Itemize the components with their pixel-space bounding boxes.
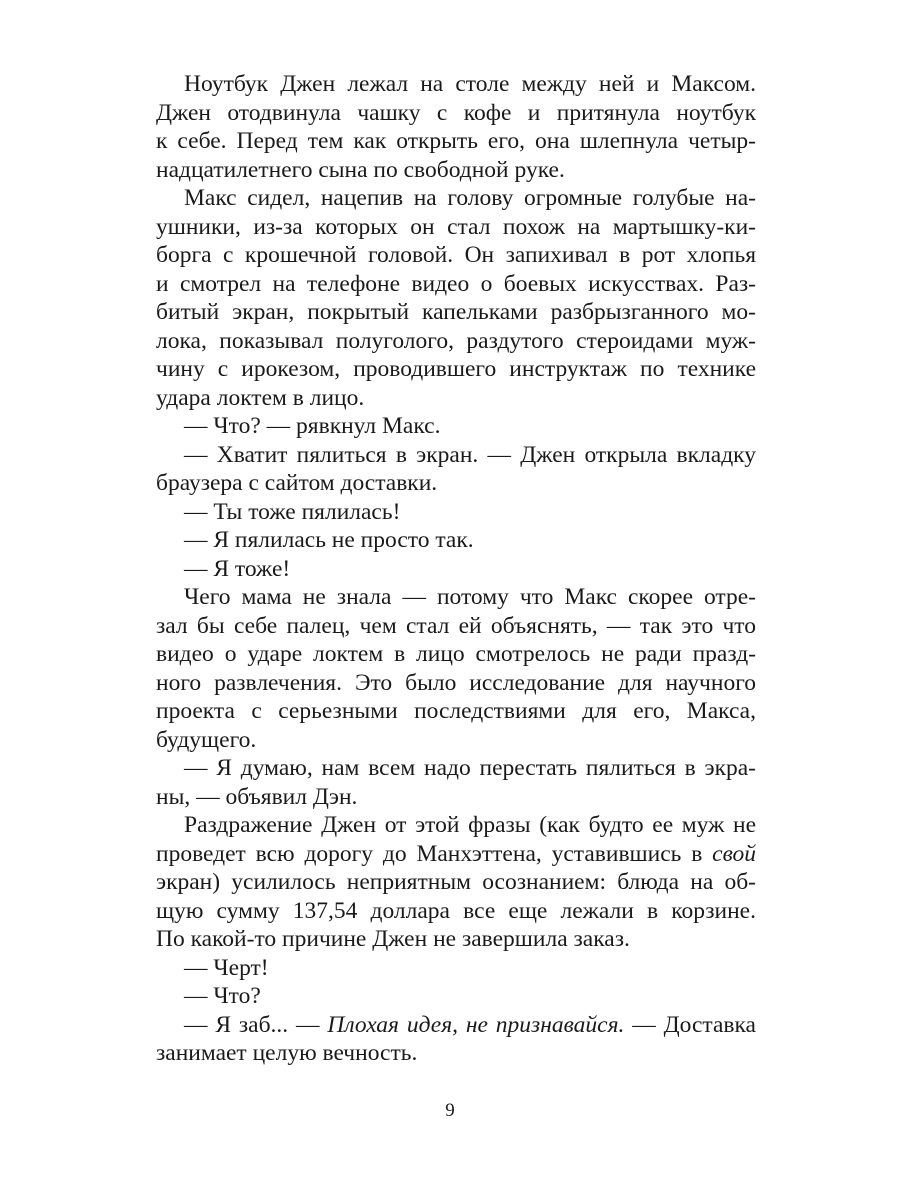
text-line: борга с крошечной головой. Он запихивал в рот хлопья [156, 242, 756, 268]
text-line: чину с ирокезом, проводившего инструктаж по технике [156, 356, 756, 382]
text-line: — Черт! [184, 954, 269, 981]
text-line: ного развлечения. Это было исследование для научного [156, 669, 756, 696]
text-line: занимает целую вечность. [156, 1040, 418, 1066]
text-line: — Ты тоже пялилась! [184, 498, 401, 525]
paragraph [156, 754, 756, 811]
text-line: удара локтем в лицо. [156, 384, 365, 411]
paragraph [156, 982, 756, 1011]
text-line: ушники, из-за которых он стал похож на мартышку-ки- [156, 213, 756, 240]
text-line: Раздражение Джен от этой фразы (как будто ее муж не [184, 812, 756, 838]
paragraph [156, 555, 756, 584]
text-line: экран) усилилось неприятным осознанием: блюда на об- [156, 869, 756, 895]
paragraph [156, 498, 756, 527]
text-line: Макс сидел, нацепив на голову огромные голубые на- [184, 185, 756, 211]
body-text [156, 70, 756, 1068]
text-line: битый экран, покрытый капельками разбрызганного мо- [156, 299, 756, 325]
text-line: щую сумму 137,54 доллара все еще лежали в корзине. [156, 897, 756, 924]
text-line: проведет всю дорогу до Манхэттена, уставившись в свой [156, 840, 756, 867]
text-line: Чего мама не знала — потому что Макс скорее отре- [184, 584, 756, 610]
text-line: — Хватит пялиться в экран. — Джен открыла вкладку [184, 441, 756, 468]
text-line: Джен отодвинула чашку с кофе и притянула ноутбук [156, 99, 756, 126]
paragraph [156, 583, 756, 754]
text-line: — Что? [184, 983, 261, 1009]
text-line: и смотрел на телефоне видео о боевых искусствах. Раз- [156, 270, 756, 297]
paragraph [156, 526, 756, 555]
text-line: — Я тоже! [184, 555, 291, 582]
text-line: Ноутбук Джен лежал на столе между ней и Максом. [184, 71, 756, 97]
paragraph [156, 954, 756, 983]
text-line: зал бы себе палец, чем стал ей объяснять, — так это что [156, 612, 756, 639]
text-line: лока, показывал полуголого, раздутого стероидами муж- [156, 327, 756, 354]
text-line: — Я думаю, нам всем надо перестать пялиться в экра- [184, 755, 756, 781]
text-line: к себе. Перед тем как открыть его, она шлепнула четыр- [156, 128, 756, 154]
text-line: ны, — объявил Дэн. [156, 783, 358, 810]
paragraph [156, 70, 756, 184]
paragraph [156, 184, 756, 412]
text-line: — Я заб... — Плохая идея, не признавайся. — Доставка [184, 1011, 756, 1038]
text-line: проекта с серьезными последствиями для его, Макса, [156, 698, 756, 724]
paragraph [156, 412, 756, 441]
text-line: видео о ударе локтем в лицо смотрелось не ради празд- [156, 641, 756, 667]
text-line: надцатилетнего сына по свободной руке. [156, 156, 565, 183]
paragraph [156, 811, 756, 954]
text-line: По какой-то причине Джен не завершила заказ. [156, 926, 630, 952]
text-line: браузера с сайтом доставки. [156, 470, 438, 496]
text-line: будущего. [156, 726, 257, 753]
text-line: — Я пялилась не просто так. [184, 527, 474, 553]
paragraph [156, 1011, 756, 1068]
text-line: — Что? — рявкнул Макс. [184, 413, 441, 439]
paragraph [156, 441, 756, 498]
page-number: 9 [445, 1100, 455, 1121]
